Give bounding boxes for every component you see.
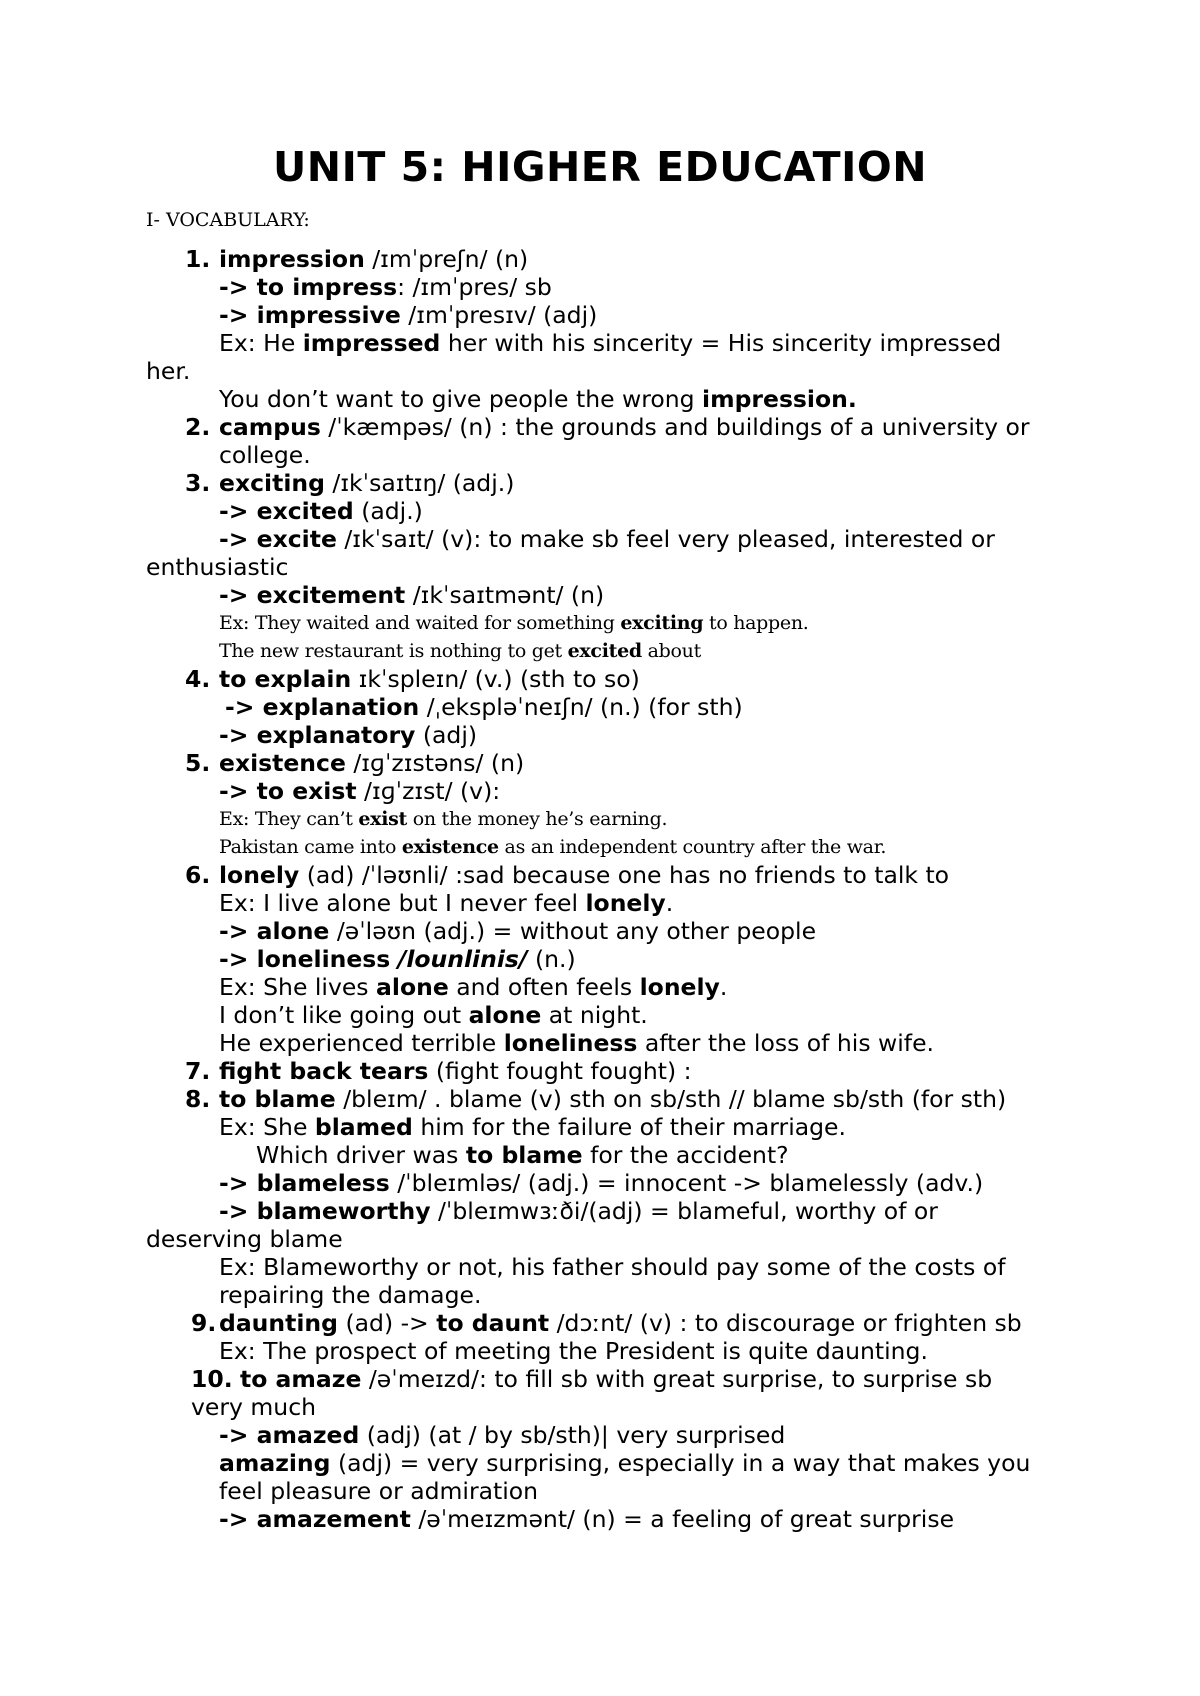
vocab-term: blamed: [314, 1113, 413, 1141]
vocab-term: impression.: [702, 385, 857, 413]
arrow: ->: [219, 301, 257, 329]
vocab-text: /ɪɡˈzɪst/ (v):: [356, 777, 501, 805]
example-line: You don’t want to give people the wrong impression.: [219, 385, 857, 413]
example-line: The new restaurant is nothing to get excited about: [219, 640, 701, 662]
vocab-term: alone: [376, 973, 449, 1001]
vocab-line: -> loneliness /lounlinis/ (n.): [219, 945, 576, 973]
vocab-line: [185, 245, 528, 273]
vocab-term: blameless: [256, 1169, 390, 1197]
vocab-term: amazing: [219, 1449, 331, 1477]
vocab-line: feel pleasure or admiration: [219, 1477, 539, 1505]
vocab-term: loneliness: [503, 1029, 638, 1057]
item-number: 2.: [185, 413, 211, 441]
vocab-text: /ˈkæmpəs/ (n) : the grounds and buildings of a university or: [320, 413, 1030, 441]
vocab-term: loneliness: [256, 945, 391, 973]
vocab-term: alone: [256, 917, 330, 945]
vocab-text: ɪkˈspleɪn/ (v.) (sth to so): [351, 665, 640, 693]
vocab-term: to amaze: [240, 1365, 362, 1393]
arrow: ->: [219, 497, 257, 525]
item-number: 4.: [185, 665, 211, 693]
arrow: ->: [219, 721, 257, 749]
vocab-term: exist: [358, 808, 407, 830]
vocab-term: existence: [401, 836, 499, 858]
vocab-text: /əˈmeɪzmənt/ (n) = a feeling of great surprise: [410, 1505, 955, 1533]
example-line: Ex: She lives alone and often feels lonely.: [219, 973, 728, 1001]
vocab-text: (adj) = very surprising, especially in a way that makes you: [330, 1449, 1031, 1477]
item-number: 7.: [185, 1057, 211, 1085]
vocab-line: [219, 721, 477, 749]
vocab-term: excite: [256, 525, 337, 553]
vocab-line: [185, 749, 524, 777]
vocab-term: to daunt: [436, 1309, 550, 1337]
vocab-text: /əˈləʊn (adj.) = without any other people: [329, 917, 817, 945]
vocab-term: to blame: [219, 1085, 336, 1113]
vocab-term: to explain: [219, 665, 352, 693]
vocab-line: [219, 301, 597, 329]
vocab-term: blameworthy: [256, 1197, 431, 1225]
item-number: 8.: [185, 1085, 211, 1113]
example-line: Which driver was to blame for the accident?: [256, 1141, 789, 1169]
item-number: 9.: [191, 1309, 217, 1337]
vocab-line: [185, 413, 1030, 441]
vocab-text: /ɪmˈpresɪv/ (adj): [400, 301, 598, 329]
vocab-text: (adj) (at / by sb/sth)| very surprised: [359, 1421, 786, 1449]
vocab-term: impressive: [256, 301, 401, 329]
arrow: ->: [219, 1421, 257, 1449]
vocab-text: /ˈbleɪmləs/ (adj.) = innocent -> blamelessly (adv.): [389, 1169, 984, 1197]
vocab-text: /əˈmeɪzd/: to fill sb with great surprise, to surprise sb: [361, 1365, 993, 1393]
vocab-line: 9.daunting (ad) -> to daunt /dɔːnt/ (v) : to discourage or frighten sb: [191, 1309, 1022, 1337]
vocab-term: impression: [219, 245, 365, 273]
arrow: ->: [219, 777, 257, 805]
vocab-term: amazement: [256, 1505, 411, 1533]
vocab-term: to exist: [256, 777, 357, 805]
vocab-text: (adj): [415, 721, 478, 749]
vocab-text: /ˌekspləˈneɪʃn/ (n.) (for sth): [419, 693, 743, 721]
example-line: Ex: They waited and waited for something exciting to happen.: [219, 612, 809, 634]
example-line: Ex: She blamed him for the failure of their marriage.: [219, 1113, 846, 1141]
vocab-term: explanation: [262, 693, 420, 721]
item-number: 10.: [191, 1365, 233, 1393]
arrow: ->: [219, 581, 257, 609]
vocab-line: [219, 1169, 983, 1197]
item-number: 6.: [185, 861, 211, 889]
example-line: repairing the damage.: [219, 1281, 482, 1309]
vocab-text: (adj.): [353, 497, 423, 525]
vocab-text: /dɔːnt/ (v) : to discourage or frighten sb: [549, 1309, 1022, 1337]
arrow: ->: [219, 1197, 257, 1225]
vocab-text: /ˈbleɪmwɜːði/(adj) = blameful, worthy of or: [430, 1197, 938, 1225]
vocab-line: very much: [191, 1393, 317, 1421]
vocab-term: exciting: [620, 612, 704, 634]
example-line: Ex: He impressed her with his sincerity = His sincerity impressed: [219, 329, 1002, 357]
example-line: her.: [146, 357, 191, 385]
vocab-text: /ɪkˈsaɪtmənt/ (n): [405, 581, 605, 609]
vocab-text: /ɪkˈsaɪt/ (v): to make sb feel very pleased, interested or: [336, 525, 995, 553]
example-line: I don’t like going out alone at night.: [219, 1001, 648, 1029]
vocab-line: [225, 693, 743, 721]
vocab-line: [185, 469, 514, 497]
vocab-line: [219, 917, 816, 945]
vocab-text: /ɪmˈpreʃn/ (n): [364, 245, 529, 273]
vocab-line: [185, 665, 640, 693]
vocab-term: exciting: [219, 469, 325, 497]
vocab-line: [219, 1421, 785, 1449]
vocab-line: [219, 1505, 954, 1533]
arrow: ->: [225, 693, 263, 721]
vocab-term: impressed: [302, 329, 441, 357]
vocab-term: excited: [256, 497, 354, 525]
vocab-line: [191, 1365, 992, 1393]
vocab-line: [219, 581, 604, 609]
arrow: ->: [219, 1169, 257, 1197]
vocab-term: to blame: [465, 1141, 583, 1169]
vocab-term: lonely: [639, 973, 720, 1001]
example-line: Ex: I live alone but I never feel lonely.: [219, 889, 674, 917]
vocab-term: lonely: [219, 861, 300, 889]
vocab-term: excited: [567, 640, 642, 662]
vocab-term: campus: [219, 413, 321, 441]
example-line: Ex: Blameworthy or not, his father should pay some of the costs of: [219, 1253, 1006, 1281]
example-line: Pakistan came into existence as an independent country after the war.: [219, 836, 887, 858]
vocab-term: daunting: [219, 1309, 338, 1337]
page-title: UNIT 5: HIGHER EDUCATION: [272, 143, 928, 191]
vocab-term: excitement: [256, 581, 406, 609]
vocab-line: [219, 777, 500, 805]
vocab-text: /ɪkˈsaɪtɪŋ/ (adj.): [324, 469, 515, 497]
arrow: ->: [219, 273, 257, 301]
phonetic: /lounlinis/: [397, 945, 528, 973]
vocab-text: /ɪɡˈzɪstəns/ (n): [345, 749, 525, 777]
vocab-text: /bleɪm/ . blame (v) sth on sb/sth // blame sb/sth (for sth): [335, 1085, 1007, 1113]
vocab-line: [185, 1057, 692, 1085]
vocab-line: [219, 1449, 1030, 1477]
arrow: ->: [219, 525, 257, 553]
vocab-line: [219, 525, 995, 553]
item-number: 1.: [185, 245, 211, 273]
vocab-line: college.: [219, 441, 311, 469]
example-line: Ex: They can’t exist on the money he’s earning.: [219, 808, 668, 830]
vocab-term: amazed: [256, 1421, 360, 1449]
arrow: ->: [219, 1505, 257, 1533]
vocab-line: [185, 861, 949, 889]
section-heading: I- VOCABULARY:: [146, 209, 310, 231]
vocab-line: [219, 273, 552, 301]
arrow: ->: [219, 917, 257, 945]
vocab-term: explanatory: [256, 721, 416, 749]
example-line: Ex: The prospect of meeting the President is quite daunting.: [219, 1337, 928, 1365]
vocab-text: (fight fought fought) :: [428, 1057, 692, 1085]
vocab-term: to impress: [256, 273, 398, 301]
vocab-term: alone: [468, 1001, 542, 1029]
vocab-line: enthusiastic: [146, 553, 289, 581]
vocab-text: (ad) /ˈləʊnli/ :sad because one has no friends to talk to: [299, 861, 950, 889]
vocab-term: fight back tears: [219, 1057, 429, 1085]
example-line: He experienced terrible loneliness after the loss of his wife.: [219, 1029, 935, 1057]
vocab-term: existence: [219, 749, 346, 777]
arrow: ->: [219, 945, 257, 973]
vocab-line: [219, 497, 423, 525]
vocab-line: [185, 1085, 1006, 1113]
item-number: 5.: [185, 749, 211, 777]
vocab-term: lonely: [585, 889, 666, 917]
vocab-line: deserving blame: [146, 1225, 343, 1253]
vocab-text: : /ɪmˈpres/ sb: [397, 273, 552, 301]
vocab-line: [219, 1197, 938, 1225]
item-number: 3.: [185, 469, 211, 497]
